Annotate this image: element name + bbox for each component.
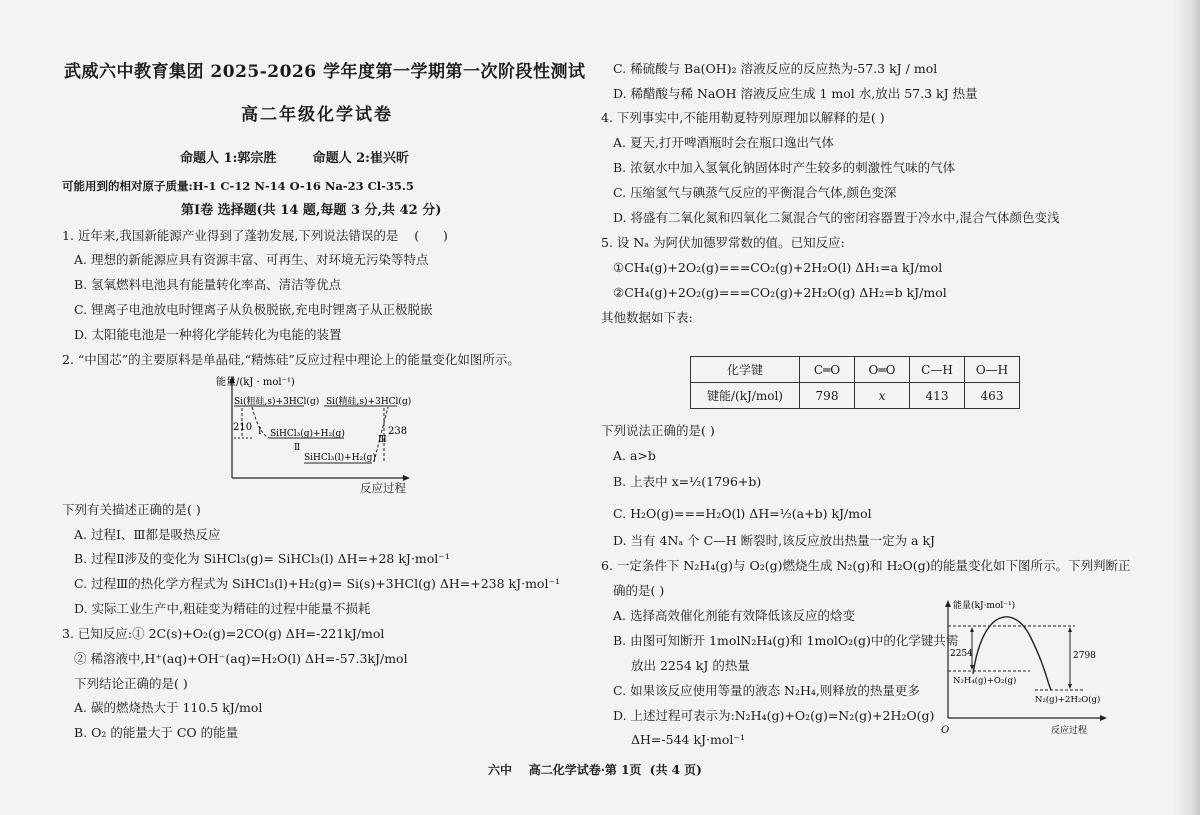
table-cell: 化学键: [691, 357, 800, 383]
q2-step3: Ⅲ: [378, 435, 387, 445]
q1-option-a: A. 理想的新能源应具有资源丰富、可再生、对环境无污染等特点: [74, 252, 429, 267]
q6-option-c: C. 如果该反应使用等量的液态 N₂H₄,则释放的热量更多: [613, 683, 920, 698]
q5-other-data: 其他数据如下表:: [601, 310, 693, 325]
q4-stem: 4. 下列事实中,不能用勒夏特列原理加以解释的是( ): [601, 110, 885, 125]
q2-option-b: B. 过程Ⅱ涉及的变化为 SiHCl₃(g)= SiHCl₃(l) ΔH=+28 kJ·mol⁻¹: [74, 551, 450, 566]
q3-option-c: C. 稀硫酸与 Ba(OH)₂ 溶液反应的反应热为-57.3 kJ / mol: [613, 61, 938, 76]
table-cell: C═O: [800, 357, 855, 383]
table-cell: 463: [965, 383, 1020, 409]
scan-edge-shadow: [1172, 0, 1200, 815]
table-cell: 键能/(kJ/mol): [691, 383, 800, 409]
q1-option-d: D. 太阳能电池是一种将化学能转化为电能的装置: [74, 327, 342, 342]
q1-option-c: C. 锂离子电池放电时锂离子从负极脱嵌,充电时锂离子从正极脱嵌: [74, 302, 433, 317]
section-heading: 第Ⅰ卷 选择题(共 14 题,每题 3 分,共 42 分): [181, 203, 442, 218]
page-footer: 六中 高二化学试卷·第 1页 (共 4 页): [488, 763, 702, 777]
q5-eq2: ②CH₄(g)+2O₂(g)===CO₂(g)+2H₂O(g) ΔH₂=b kJ/mol: [613, 285, 947, 300]
table-cell: O═O: [855, 357, 910, 383]
exam-subtitle: 高二年级化学试卷: [241, 105, 393, 125]
q5-eq1: ①CH₄(g)+2O₂(g)===CO₂(g)+2H₂O(l) ΔH₁=a kJ/mol: [613, 260, 943, 275]
q6-fig-ylabel: 能量(kJ·mol⁻¹): [953, 601, 1016, 611]
table-row: [691, 383, 1020, 409]
q6-option-a: A. 选择高效催化剂能有效降低该反应的焓变: [613, 608, 855, 623]
q6-stem-cont: 确的是( ): [613, 583, 665, 598]
table-cell: C—H: [910, 357, 965, 383]
q5-prompt: 下列说法正确的是( ): [601, 423, 715, 438]
q2-stem: 2. “中国芯”的主要原料是单晶硅,“精炼硅”反应过程中理论上的能量变化如图所示。: [62, 352, 520, 367]
q2-fig-ylabel: 能量/(kJ · mol⁻¹): [216, 377, 295, 388]
q6-val-right: 2798: [1073, 651, 1096, 661]
q6-fig-xlabel: 反应过程: [1051, 726, 1088, 736]
table-cell: O—H: [965, 357, 1020, 383]
q1-stem: 1. 近年来,我国新能源产业得到了蓬勃发展,下列说法错误的是 ( ): [62, 228, 448, 243]
q3-option-a: A. 碳的燃烧热大于 110.5 kJ/mol: [74, 700, 263, 715]
q2-level-top-left: Si(粗硅,s)+3HCl(g): [234, 397, 320, 407]
q5-option-c: C. H₂O(g)===H₂O(l) ΔH=½(a+b) kJ/mol: [613, 506, 872, 521]
q3-option-b: B. O₂ 的能量大于 CO 的能量: [74, 725, 239, 740]
q6-option-d: D. 上述过程可表示为:N₂H₄(g)+O₂(g)=N₂(g)+2H₂O(g): [613, 708, 935, 723]
q4-option-b: B. 浓氨水中加入氢氧化钠固体时产生较多的刺激性气味的气体: [613, 160, 956, 175]
authors-line: 命题人 1:郭宗胜 命题人 2:崔兴昕: [180, 151, 409, 166]
q3-option-d: D. 稀醋酸与稀 NaOH 溶液反应生成 1 mol 水,放出 57.3 kJ 热量: [613, 86, 978, 101]
q6-option-b: B. 由图可知断开 1molN₂H₄(g)和 1molO₂(g)中的化学键共需: [613, 633, 959, 648]
q4-option-d: D. 将盛有二氧化氮和四氧化二氮混合气的密闭容器置于冷水中,混合气体颜色变浅: [613, 210, 1060, 225]
table-cell: x: [855, 383, 910, 409]
q5-option-b: B. 上表中 x=½(1796+b): [613, 474, 762, 489]
atomic-masses: 可能用到的相对原子质量:H-1 C-12 N-14 O-16 Na-23 Cl-35.5: [62, 179, 414, 193]
q6-option-b-cont: 放出 2254 kJ 的热量: [631, 658, 750, 673]
q2-level-top-right: Si(精硅,s)+3HCl(g): [326, 397, 412, 407]
q2-fig-xlabel: 反应过程: [360, 481, 406, 495]
q2-step1: Ⅰ: [258, 427, 262, 437]
q2-val-left: 210: [233, 422, 253, 433]
q2-option-d: D. 实际工业生产中,粗硅变为精硅的过程中能量不损耗: [74, 601, 371, 616]
q2-step2: Ⅱ: [294, 443, 301, 453]
q2-prompt: 下列有关描述正确的是( ): [62, 502, 201, 517]
q2-val-right: 238: [388, 426, 408, 437]
q2-level-low: SiHCl₃(l)+H₂(g): [304, 453, 376, 463]
q6-energy-diagram: [935, 596, 1110, 738]
q6-option-d-cont: ΔH=-544 kJ·mol⁻¹: [631, 732, 746, 747]
q4-option-c: C. 压缩氢气与碘蒸气反应的平衡混合气体,颜色变深: [613, 185, 897, 200]
table-cell: 413: [910, 383, 965, 409]
q6-fig-origin: O: [941, 725, 950, 736]
q2-level-mid: SiHCl₃(g)+H₂(g): [270, 429, 345, 439]
q3-prompt: 下列结论正确的是( ): [74, 676, 188, 691]
q1-option-b: B. 氢氧燃料电池具有能量转化率高、清洁等优点: [74, 277, 342, 292]
q3-line2: ② 稀溶液中,H⁺(aq)+OH⁻(aq)=H₂O(l) ΔH=-57.3kJ/mol: [74, 651, 408, 666]
q3-stem: 3. 已知反应:① 2C(s)+O₂(g)=2CO(g) ΔH=-221kJ/mol: [62, 626, 385, 641]
table-cell: 798: [800, 383, 855, 409]
q5-option-a: A. a>b: [613, 448, 656, 463]
q2-energy-diagram: [212, 370, 412, 498]
bond-energy-table: [690, 356, 1020, 409]
table-row: [691, 357, 1020, 383]
q2-option-c: C. 过程Ⅲ的热化学方程式为 SiHCl₃(l)+H₂(g)= Si(s)+3HCl(g) ΔH=+238 kJ·mol⁻¹: [74, 576, 561, 591]
q4-option-a: A. 夏天,打开啤酒瓶时会在瓶口逸出气体: [613, 135, 834, 150]
q6-reactants-label: N₂H₄(g)+O₂(g): [953, 676, 1017, 686]
q6-stem: 6. 一定条件下 N₂H₄(g)与 O₂(g)燃烧生成 N₂(g)和 H₂O(g)的能量变化如下图所示。下列判断正: [601, 558, 1131, 573]
q5-stem: 5. 设 Nₐ 为阿伏加德罗常数的值。已知反应:: [601, 235, 845, 250]
q6-val-left: 2254: [950, 649, 973, 659]
q6-products-label: N₂(g)+2H₂O(g): [1035, 695, 1101, 705]
q2-option-a: A. 过程Ⅰ、Ⅲ都是吸热反应: [74, 527, 221, 542]
q5-option-d: D. 当有 4Nₐ 个 C—H 断裂时,该反应放出热量一定为 a kJ: [613, 533, 936, 548]
exam-title: 武威六中教育集团 2025-2026 学年度第一学期第一次阶段性测试: [64, 62, 586, 82]
